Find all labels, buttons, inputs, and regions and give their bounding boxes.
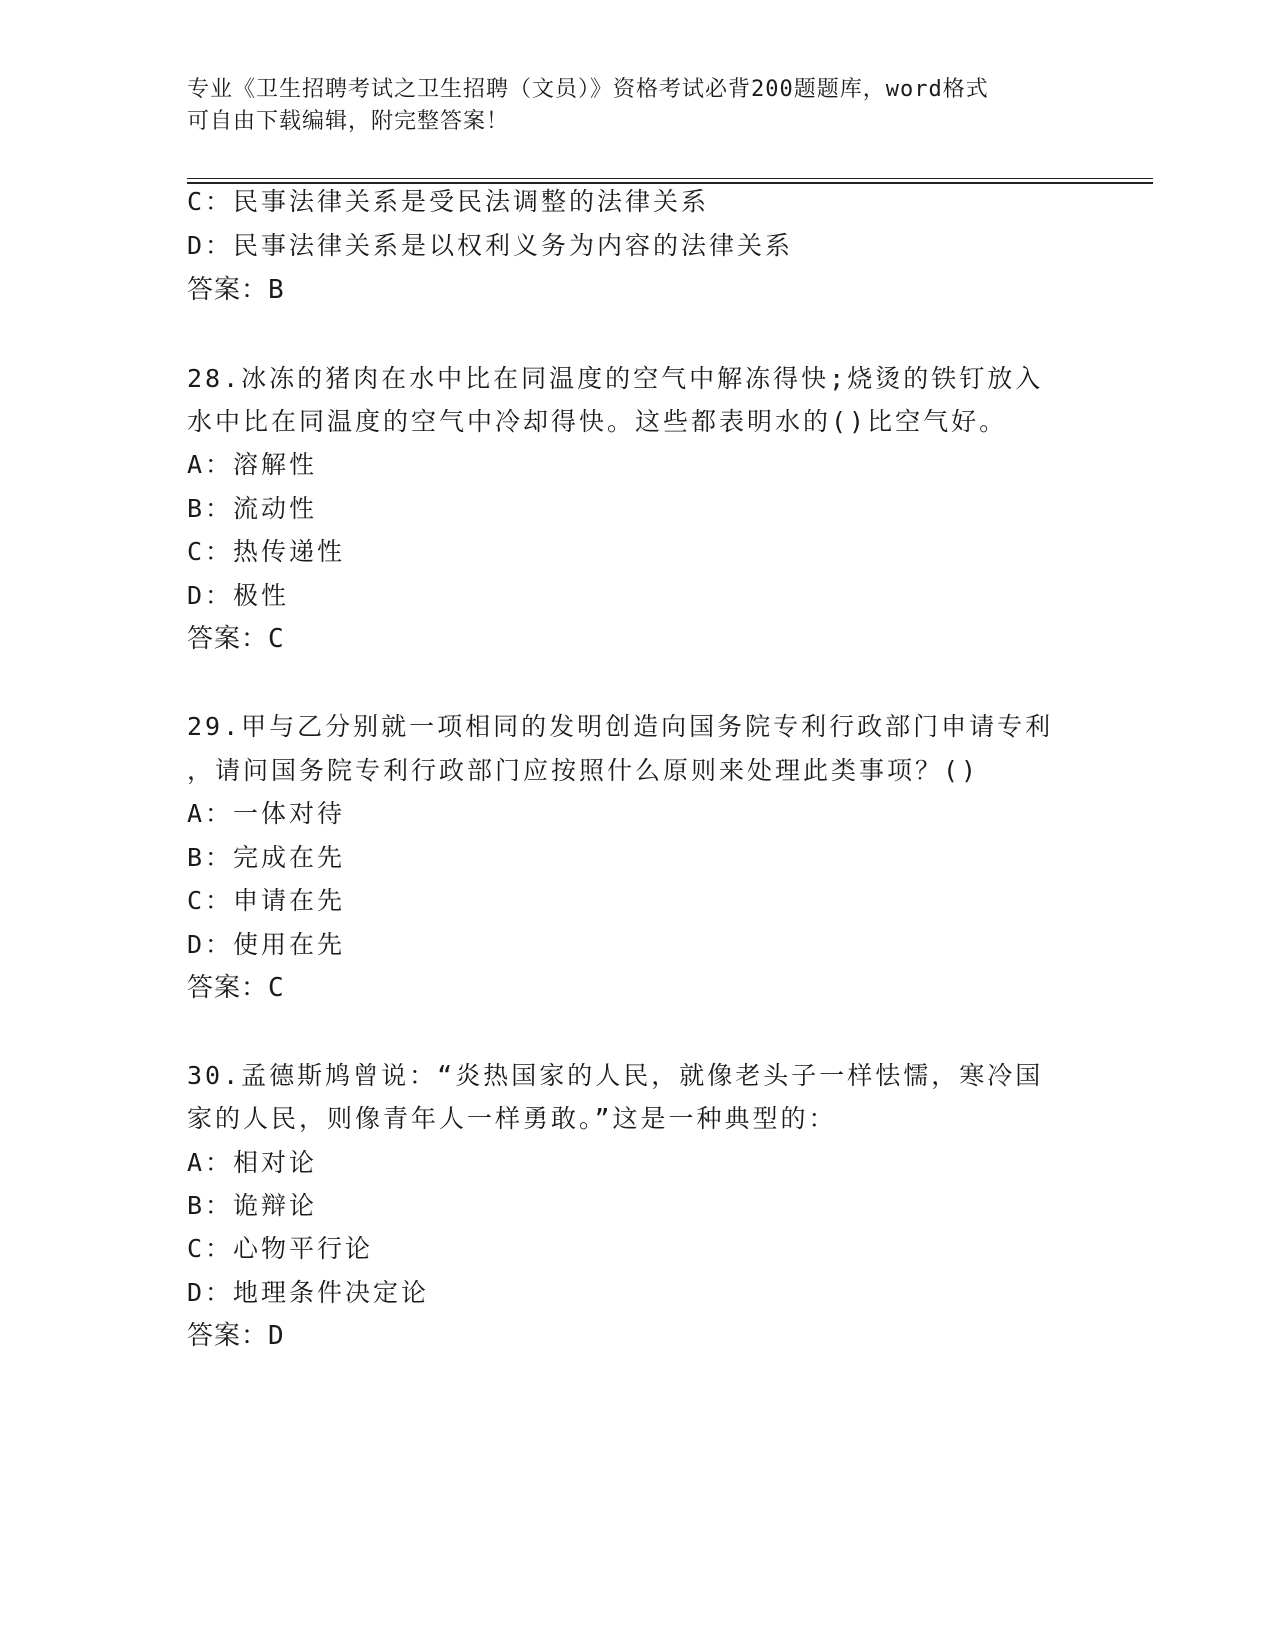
q28-option-c: C：热传递性 [187,537,346,566]
q29-option-d: D：使用在先 [187,930,346,959]
q30-option-b: B：诡辩论 [187,1191,318,1220]
q29-answer: 答案：C [187,973,285,1003]
q28-option-b: B：流动性 [187,494,318,523]
q28-option-d: D：极性 [187,581,290,610]
q30-option-c: C：心物平行论 [187,1234,374,1263]
q28-text-line-2: 水中比在同温度的空气中冷却得快。这些都表明水的()比空气好。 [187,407,1008,436]
prev-answer: 答案：B [187,275,285,305]
q29-option-c: C：申请在先 [187,886,346,915]
q29-option-b: B：完成在先 [187,843,346,872]
q30-answer: 答案：D [187,1321,285,1351]
q30-option-d: D：地理条件决定论 [187,1278,430,1307]
prev-option-c: C：民事法律关系是受民法调整的法律关系 [187,187,710,216]
header-line-2: 可自由下载编辑，附完整答案！ [187,109,510,134]
header-divider-thick [187,182,1153,184]
document-header [187,74,1087,138]
q28-text-line-1: 28.冰冻的猪肉在水中比在同温度的空气中解冻得快;烧烫的铁钉放入 [187,364,1044,393]
q30-text-line-1: 30.孟德斯鸠曾说：“炎热国家的人民，就像老头子一样怯懦，寒冷国 [187,1061,1044,1090]
q30-option-a: A：相对论 [187,1148,318,1177]
header-divider-thin [187,178,1153,179]
header-line-1: 专业《卫生招聘考试之卫生招聘（文员）》资格考试必背200题题库，word格式 [187,77,989,102]
q28-option-a: A：溶解性 [187,450,318,479]
q29-text-line-1: 29.甲与乙分别就一项相同的发明创造向国务院专利行政部门申请专利 [187,712,1054,741]
q29-option-a: A：一体对待 [187,799,346,828]
prev-option-d: D：民事法律关系是以权利义务为内容的法律关系 [187,231,794,260]
q29-text-line-2: ，请问国务院专利行政部门应按照什么原则来处理此类事项？() [187,756,980,785]
q28-answer: 答案：C [187,624,285,654]
q30-text-line-2: 家的人民，则像青年人一样勇敢。”这是一种典型的： [187,1104,837,1133]
